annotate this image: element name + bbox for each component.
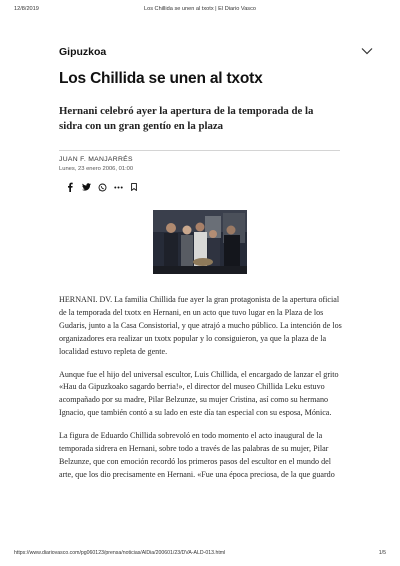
share-bar	[62, 181, 142, 193]
article-headline: Los Chillida se unen al txotx	[59, 70, 263, 87]
article-body	[59, 294, 342, 492]
byline-divider	[59, 150, 340, 151]
print-page-title: Los Chillida se unen al txotx | El Diario Vasco	[143, 6, 257, 12]
publish-date: Lunes, 23 enero 2006, 01:00	[59, 166, 134, 172]
twitter-icon[interactable]	[78, 181, 94, 193]
article-paragraph: La figura de Eduardo Chillida sobrevoló en todo momento el acto inaugural de la temporada sidrera en Hernani, sobre todo a través de las palabras de su mujer, Pilar Belzunze, que con emoción recordó los primeros pasos del escultor en el mundo del arte, que los dio precisamente en Hernani. «Fue una época preciosa, de la que guardo	[59, 431, 335, 479]
print-header	[0, 6, 400, 18]
author-name[interactable]: JUAN F. MANJARRÉS	[59, 156, 133, 163]
facebook-icon[interactable]	[62, 181, 78, 193]
bookmark-icon[interactable]	[126, 181, 142, 193]
page-number: 1/5	[378, 550, 386, 556]
article-paragraph: Aunque fue el hijo del universal escultor, Luis Chillida, el encargado de lanzar el grito «Hau da Gipuzkoako sagardo berria!», el director del museo Chillida Leku estuvo acompañado por su madre, Pilar Belzunze, su mujer Cristina, así como su hermano Ignacio, que también contó a su lado en este día tan especial con su esposa, Mónica.	[59, 369, 339, 418]
section-label[interactable]: Gipuzkoa	[59, 46, 107, 58]
more-icon[interactable]	[110, 181, 126, 193]
article-photo	[153, 210, 247, 274]
article-paragraph: HERNANI. DV. La familia Chillida fue ayer la gran protagonista de la apertura oficial de la temporada del txotx en Hernani, en un acto que tuvo lugar en la Plaza de los Gudaris, junto a la Casa Consistorial, y que atrajó a mucho público. La intención de los organizadores era realizar un txotx popular y lo consiguieron, ya que la plaza de la localidad estuvo repleta de gente.	[59, 295, 342, 356]
chevron-down-icon[interactable]	[361, 47, 373, 55]
print-url: https://www.diariovasco.com/pg060123/prensa/noticias/AlDia/200601/23/DVA-ALD-013.html	[14, 550, 226, 556]
whatsapp-icon[interactable]	[94, 181, 110, 193]
article-subtitle: Hernani celebró ayer la apertura de la temporada de la sidra con un gran gentío en la plaza	[59, 105, 314, 132]
print-date: 12/8/2019	[14, 6, 39, 12]
